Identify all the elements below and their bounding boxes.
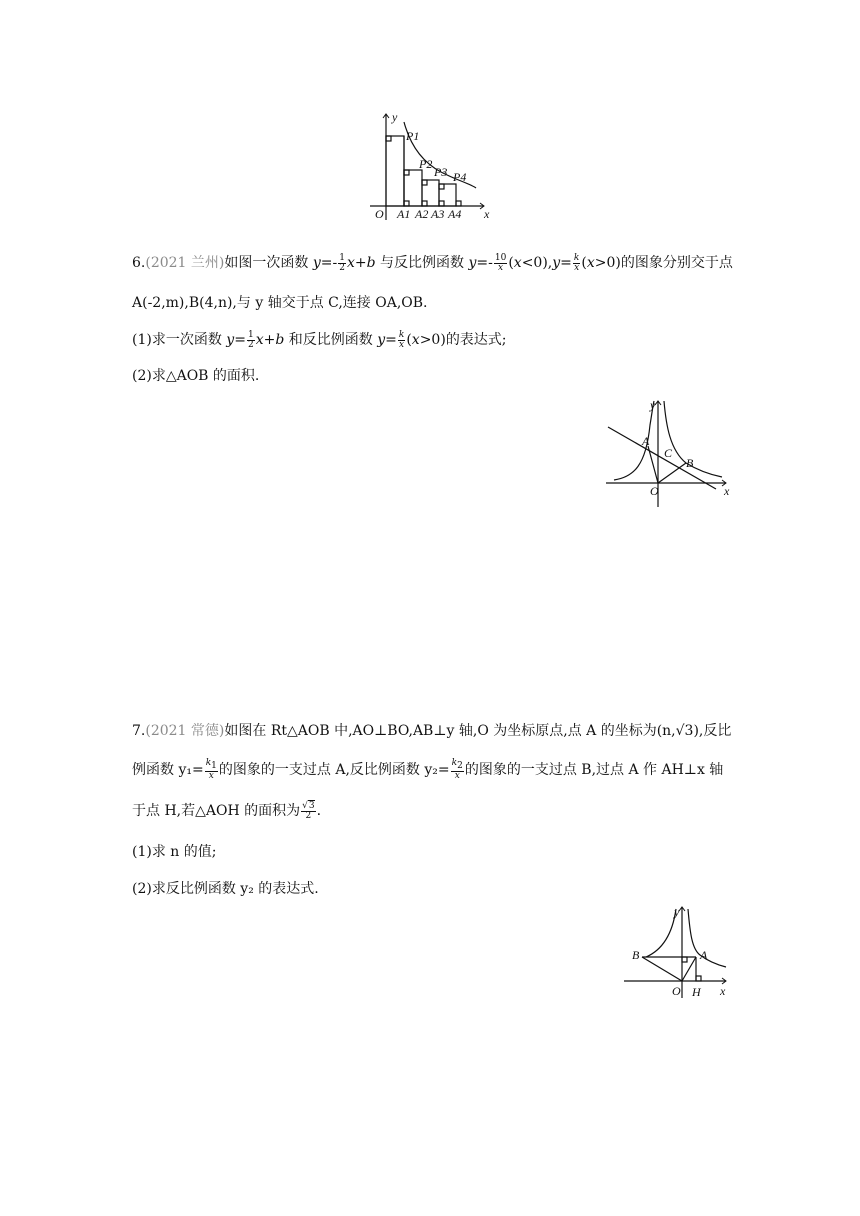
q6-part2: (2)求△AOB 的面积. <box>132 368 260 384</box>
fig2-label: y <box>650 398 656 412</box>
fig3-label: B <box>632 948 640 962</box>
fig3-label: O <box>672 984 681 998</box>
q7-line3: 于点 H,若△AOH 的面积为 $\frac{√3}{2}$ . <box>132 800 322 821</box>
fig2-label: O <box>650 484 659 498</box>
q6-line2: A(-2,m),B(4,n),与 y 轴交于点 C,连接 OA,OB. <box>132 295 428 311</box>
q7-line1: 7.(2021 常德)如图在 Rt△AOB 中,AO⊥BO,AB⊥y 轴,O 为坐标原点,点 A 的坐标为(n,√3),反比 <box>132 723 732 739</box>
fig3-label: y <box>674 905 680 919</box>
q6-line1: 6.(2021 兰州)如图一次函数 y=- $\frac{1}{2}$ x+b 与反比例函数 y=- $\frac{10}{x}$ (x<0),y= $\frac{k}{x}$ (x>0)的图象分别交于点 <box>132 252 733 273</box>
fig3-label: H <box>692 985 701 999</box>
fig1-label: A2 <box>415 207 429 221</box>
fig2-label: x <box>724 484 730 498</box>
fig2-label: A <box>642 434 650 448</box>
fig3-label: A <box>700 948 708 962</box>
fig1-label: A3 <box>431 207 445 221</box>
fig3-label: x <box>720 984 726 998</box>
fig1-label: P2 <box>419 157 433 171</box>
q7-line2: 例函数 y₁= $\frac{k_1}{x}$ 的图象的一支过点 A,反比例函数 y₂= $\frac{k_2}{x}$ 的图象的一支过点 B,过点 A 作 AH⊥x 轴 <box>132 758 724 781</box>
figure-staircase-hyperbola <box>366 108 506 223</box>
q6-part1: (1)求一次函数 y= $\frac{1}{2}$ x+b 和反比例函数 y= $\frac{k}{x}$ (x>0)的表达式; <box>132 329 507 350</box>
figure-rt-aob <box>622 903 732 1003</box>
fig1-label: P4 <box>453 170 467 184</box>
fig1-label: A1 <box>397 207 411 221</box>
fig1-label: P1 <box>406 129 420 143</box>
fig1-label: P3 <box>434 165 448 179</box>
fig1-label: A4 <box>448 207 462 221</box>
q7-part1: (1)求 n 的值; <box>132 844 217 860</box>
fig1-label: O <box>375 207 384 221</box>
fig1-label: y <box>392 110 398 124</box>
fig2-label: B <box>686 456 694 470</box>
fig1-label: x <box>484 207 490 221</box>
fig2-label: C <box>664 446 673 460</box>
figure-aob-intersection <box>604 395 744 510</box>
q7-part2: (2)求反比例函数 y₂ 的表达式. <box>132 881 319 897</box>
